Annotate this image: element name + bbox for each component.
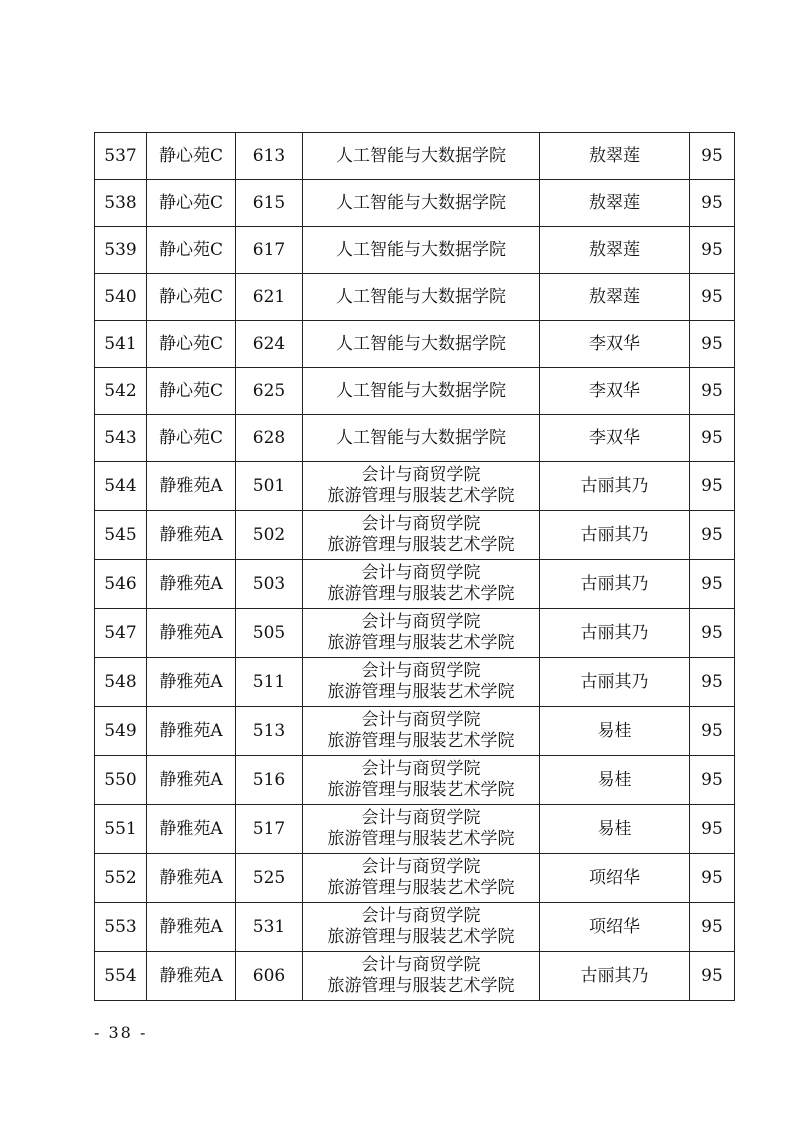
cell-building: 静雅苑A: [147, 609, 236, 658]
cell-number: 548: [95, 658, 147, 707]
college-name: 会计与商贸学院: [361, 759, 481, 779]
table-row: [95, 133, 735, 180]
cell-room: 621: [236, 274, 303, 321]
cell-score: 95: [690, 903, 735, 952]
cell-building: 静心苑C: [147, 180, 236, 227]
cell-inspector: 敖翠莲: [540, 133, 690, 180]
cell-score: 95: [690, 368, 735, 415]
table-row: [95, 609, 735, 658]
cell-building: 静雅苑A: [147, 805, 236, 854]
cell-room: 625: [236, 368, 303, 415]
cell-score: 95: [690, 560, 735, 609]
cell-college: [303, 321, 540, 368]
cell-room: 513: [236, 707, 303, 756]
cell-room: 617: [236, 227, 303, 274]
cell-score: 95: [690, 854, 735, 903]
cell-score: 95: [690, 462, 735, 511]
cell-college: [303, 227, 540, 274]
cell-building: 静雅苑A: [147, 952, 236, 1001]
cell-score: 95: [690, 274, 735, 321]
college-name: 旅游管理与服装艺术学院: [327, 486, 515, 506]
college-name: 会计与商贸学院: [361, 465, 481, 485]
cell-room: 613: [236, 133, 303, 180]
college-name: 会计与商贸学院: [361, 808, 481, 828]
table-body: [95, 133, 735, 1001]
cell-score: 95: [690, 415, 735, 462]
cell-inspector: 李双华: [540, 415, 690, 462]
cell-inspector: 易桂: [540, 805, 690, 854]
dormitory-score-table: [94, 132, 735, 1001]
cell-building: 静心苑C: [147, 321, 236, 368]
college-name: 会计与商贸学院: [361, 514, 481, 534]
table-row: [95, 511, 735, 560]
cell-college: [303, 274, 540, 321]
cell-inspector: 易桂: [540, 707, 690, 756]
cell-inspector: 古丽其乃: [540, 609, 690, 658]
cell-inspector: 古丽其乃: [540, 658, 690, 707]
cell-score: 95: [690, 658, 735, 707]
cell-college: [303, 805, 540, 854]
college-name: 人工智能与大数据学院: [336, 286, 506, 307]
cell-room: 505: [236, 609, 303, 658]
college-name: 旅游管理与服装艺术学院: [327, 829, 515, 849]
cell-college: [303, 462, 540, 511]
cell-building: 静心苑C: [147, 368, 236, 415]
cell-inspector: 敖翠莲: [540, 274, 690, 321]
cell-inspector: 易桂: [540, 756, 690, 805]
cell-number: 554: [95, 952, 147, 1001]
table-row: [95, 321, 735, 368]
college-name: 旅游管理与服装艺术学院: [327, 682, 515, 702]
cell-score: 95: [690, 227, 735, 274]
cell-college: [303, 903, 540, 952]
cell-college: [303, 609, 540, 658]
table-row: [95, 952, 735, 1001]
cell-college: [303, 180, 540, 227]
cell-number: 553: [95, 903, 147, 952]
college-name: 会计与商贸学院: [361, 710, 481, 730]
cell-score: 95: [690, 952, 735, 1001]
college-name: 人工智能与大数据学院: [336, 333, 506, 354]
table-row: [95, 415, 735, 462]
college-name: 旅游管理与服装艺术学院: [327, 535, 515, 555]
page-number: - 38 -: [94, 1023, 148, 1042]
cell-college: [303, 756, 540, 805]
table-row: [95, 368, 735, 415]
cell-inspector: 古丽其乃: [540, 952, 690, 1001]
college-name: 旅游管理与服装艺术学院: [327, 731, 515, 751]
cell-room: 615: [236, 180, 303, 227]
cell-college: [303, 658, 540, 707]
college-name: 旅游管理与服装艺术学院: [327, 633, 515, 653]
college-name: 旅游管理与服装艺术学院: [327, 878, 515, 898]
cell-number: 544: [95, 462, 147, 511]
cell-room: 517: [236, 805, 303, 854]
cell-college: [303, 415, 540, 462]
cell-building: 静雅苑A: [147, 903, 236, 952]
table-row: [95, 180, 735, 227]
college-name: 人工智能与大数据学院: [336, 145, 506, 166]
cell-building: 静雅苑A: [147, 707, 236, 756]
cell-number: 551: [95, 805, 147, 854]
college-name: 人工智能与大数据学院: [336, 239, 506, 260]
cell-college: [303, 560, 540, 609]
cell-college: [303, 133, 540, 180]
cell-room: 501: [236, 462, 303, 511]
table-row: [95, 805, 735, 854]
cell-building: 静雅苑A: [147, 854, 236, 903]
cell-building: 静雅苑A: [147, 658, 236, 707]
cell-inspector: 李双华: [540, 321, 690, 368]
college-name: 会计与商贸学院: [361, 906, 481, 926]
cell-number: 541: [95, 321, 147, 368]
cell-number: 552: [95, 854, 147, 903]
cell-room: 525: [236, 854, 303, 903]
table-row: [95, 756, 735, 805]
cell-score: 95: [690, 511, 735, 560]
cell-number: 543: [95, 415, 147, 462]
cell-building: 静心苑C: [147, 274, 236, 321]
table-row: [95, 462, 735, 511]
cell-number: 549: [95, 707, 147, 756]
cell-inspector: 古丽其乃: [540, 511, 690, 560]
cell-building: 静雅苑A: [147, 462, 236, 511]
table-row: [95, 903, 735, 952]
cell-inspector: 古丽其乃: [540, 560, 690, 609]
cell-number: 540: [95, 274, 147, 321]
cell-building: 静心苑C: [147, 133, 236, 180]
table-row: [95, 658, 735, 707]
cell-college: [303, 707, 540, 756]
cell-room: 502: [236, 511, 303, 560]
cell-number: 538: [95, 180, 147, 227]
cell-inspector: 项绍华: [540, 854, 690, 903]
college-name: 会计与商贸学院: [361, 857, 481, 877]
cell-room: 516: [236, 756, 303, 805]
college-name: 会计与商贸学院: [361, 955, 481, 975]
college-name: 旅游管理与服装艺术学院: [327, 780, 515, 800]
cell-inspector: 古丽其乃: [540, 462, 690, 511]
cell-building: 静雅苑A: [147, 511, 236, 560]
cell-number: 542: [95, 368, 147, 415]
college-name: 人工智能与大数据学院: [336, 427, 506, 448]
cell-inspector: 敖翠莲: [540, 180, 690, 227]
college-name: 人工智能与大数据学院: [336, 380, 506, 401]
cell-score: 95: [690, 321, 735, 368]
table-row: [95, 854, 735, 903]
cell-building: 静雅苑A: [147, 756, 236, 805]
table-row: [95, 560, 735, 609]
cell-inspector: 项绍华: [540, 903, 690, 952]
table-row: [95, 274, 735, 321]
cell-room: 531: [236, 903, 303, 952]
cell-score: 95: [690, 180, 735, 227]
cell-number: 547: [95, 609, 147, 658]
cell-number: 539: [95, 227, 147, 274]
cell-number: 537: [95, 133, 147, 180]
college-name: 会计与商贸学院: [361, 563, 481, 583]
cell-college: [303, 952, 540, 1001]
cell-college: [303, 511, 540, 560]
cell-number: 546: [95, 560, 147, 609]
cell-number: 550: [95, 756, 147, 805]
cell-inspector: 李双华: [540, 368, 690, 415]
cell-room: 503: [236, 560, 303, 609]
cell-room: 624: [236, 321, 303, 368]
cell-building: 静心苑C: [147, 227, 236, 274]
college-name: 旅游管理与服装艺术学院: [327, 927, 515, 947]
college-name: 会计与商贸学院: [361, 661, 481, 681]
cell-room: 628: [236, 415, 303, 462]
cell-score: 95: [690, 805, 735, 854]
cell-building: 静心苑C: [147, 415, 236, 462]
cell-room: 511: [236, 658, 303, 707]
cell-number: 545: [95, 511, 147, 560]
cell-score: 95: [690, 133, 735, 180]
college-name: 会计与商贸学院: [361, 612, 481, 632]
cell-building: 静雅苑A: [147, 560, 236, 609]
cell-room: 606: [236, 952, 303, 1001]
cell-score: 95: [690, 707, 735, 756]
college-name: 旅游管理与服装艺术学院: [327, 584, 515, 604]
table-row: [95, 227, 735, 274]
college-name: 旅游管理与服装艺术学院: [327, 976, 515, 996]
cell-score: 95: [690, 609, 735, 658]
cell-college: [303, 854, 540, 903]
cell-college: [303, 368, 540, 415]
college-name: 人工智能与大数据学院: [336, 192, 506, 213]
cell-inspector: 敖翠莲: [540, 227, 690, 274]
cell-score: 95: [690, 756, 735, 805]
table-row: [95, 707, 735, 756]
